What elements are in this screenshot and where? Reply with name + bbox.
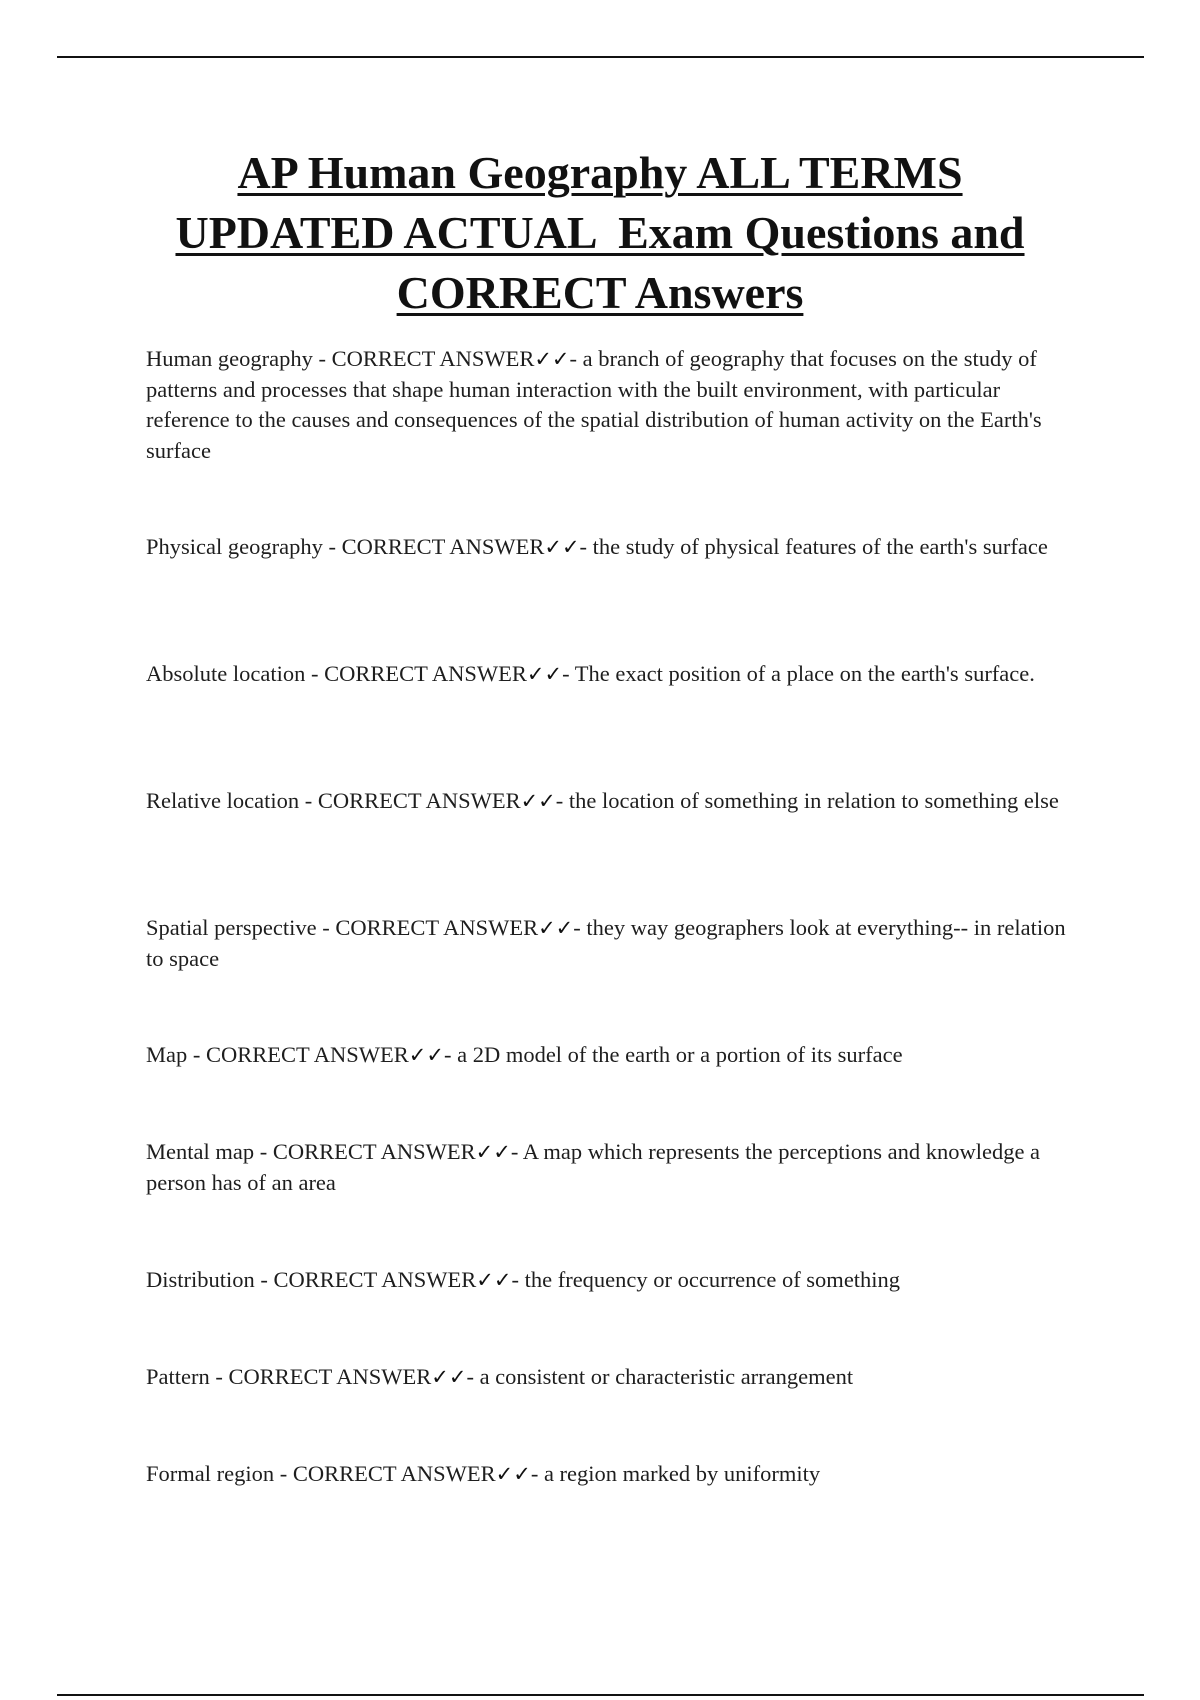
term-label: Human geography [146,346,313,371]
term-label: Relative location [146,788,300,813]
answer-marker: CORRECT ANSWER [341,534,545,559]
title-line-2: UPDATED ACTUAL Exam Questions and [175,207,1025,258]
answer-marker: CORRECT ANSWER [206,1042,409,1067]
term-label: Pattern [146,1364,210,1389]
term-entry-spatial-perspective: Spatial perspective - CORRECT ANSWER✓✓- they way geographers look at everything-- in relation to space [146,915,1066,971]
footer-rule [57,1694,1144,1696]
term-definition: a consistent or characteristic arrangement [479,1364,854,1389]
term-definition: they way geographers look at everything-- in relation to space [146,915,1066,971]
term-label: Formal region [146,1461,275,1486]
term-entry-formal-region: Formal region - CORRECT ANSWER✓✓- a region marked by uniformity [146,1461,821,1486]
term-entry-map: Map - CORRECT ANSWER✓✓- a 2D model of the earth or a portion of its surface [146,1042,903,1067]
term-definition: the study of physical features of the earth's surface [592,534,1048,559]
term-label: Map [146,1042,188,1067]
term-entry-pattern: Pattern - CORRECT ANSWER✓✓- a consistent or characteristic arrangement [146,1364,854,1389]
answer-marker: CORRECT ANSWER [273,1267,477,1292]
answer-marker: CORRECT ANSWER [272,1139,476,1164]
answer-marker: CORRECT ANSWER [324,661,527,686]
term-label: Distribution [146,1267,255,1292]
double-check-icon: ✓✓ [475,1140,511,1164]
double-check-icon: ✓✓ [431,1365,467,1389]
term-entry-physical-geography: Physical geography - CORRECT ANSWER✓✓- the study of physical features of the earth's surface [146,534,1048,559]
answer-marker: CORRECT ANSWER [317,788,521,813]
title-line-3: CORRECT Answers [396,267,804,318]
term-definition: the frequency or occurrence of something [524,1267,901,1292]
header-rule [57,56,1144,58]
answer-marker: CORRECT ANSWER [292,1461,496,1486]
title-line-1: AP Human Geography ALL TERMS [237,147,963,198]
document-title [100,143,1100,323]
double-check-icon: ✓✓ [408,1043,444,1067]
double-check-icon: ✓✓ [520,789,556,813]
term-entry-relative-location: Relative location - CORRECT ANSWER✓✓- the location of something in relation to something else [146,788,1059,813]
double-check-icon: ✓✓ [495,1462,531,1486]
term-definition: a region marked by uniformity [543,1461,821,1486]
term-entry-mental-map: Mental map - CORRECT ANSWER✓✓- A map which represents the perceptions and knowledge a person has of an area [146,1139,1041,1195]
answer-marker: CORRECT ANSWER [331,346,535,371]
term-definition: a 2D model of the earth or a portion of its surface [457,1042,903,1067]
double-check-icon: ✓✓ [534,347,570,371]
term-label: Physical geography [146,534,323,559]
term-definition: the location of something in relation to something else [568,788,1059,813]
term-entry-human-geography: Human geography - CORRECT ANSWER✓✓- a branch of geography that focuses on the study of patterns and processes that shape human interaction with the built environment, with particular reference to the causes and consequences of the spatial distribution of human activity on the Earth's surface [146,346,1042,463]
double-check-icon: ✓✓ [544,535,580,559]
answer-marker: CORRECT ANSWER [228,1364,432,1389]
term-definition: a branch of geography that focuses on the study of patterns and processes that shape human interaction with the built environment, with particular reference to the causes and consequences of the spatial distribution of human activity on the Earth's surface [146,346,1042,463]
term-label: Mental map [146,1139,255,1164]
term-definition: A map which represents the perceptions and knowledge a person has of an area [146,1139,1041,1195]
term-definition: The exact position of a place on the earth's surface. [574,661,1035,686]
double-check-icon: ✓✓ [476,1268,512,1292]
double-check-icon: ✓✓ [538,916,574,940]
term-label: Spatial perspective [146,915,317,940]
term-entry-distribution: Distribution - CORRECT ANSWER✓✓- the frequency or occurrence of something [146,1267,901,1292]
double-check-icon: ✓✓ [526,662,563,686]
term-label: Absolute location [146,661,306,686]
answer-marker: CORRECT ANSWER [335,915,539,940]
term-entry-absolute-location: Absolute location - CORRECT ANSWER✓✓- The exact position of a place on the earth's surface. [146,661,1035,686]
